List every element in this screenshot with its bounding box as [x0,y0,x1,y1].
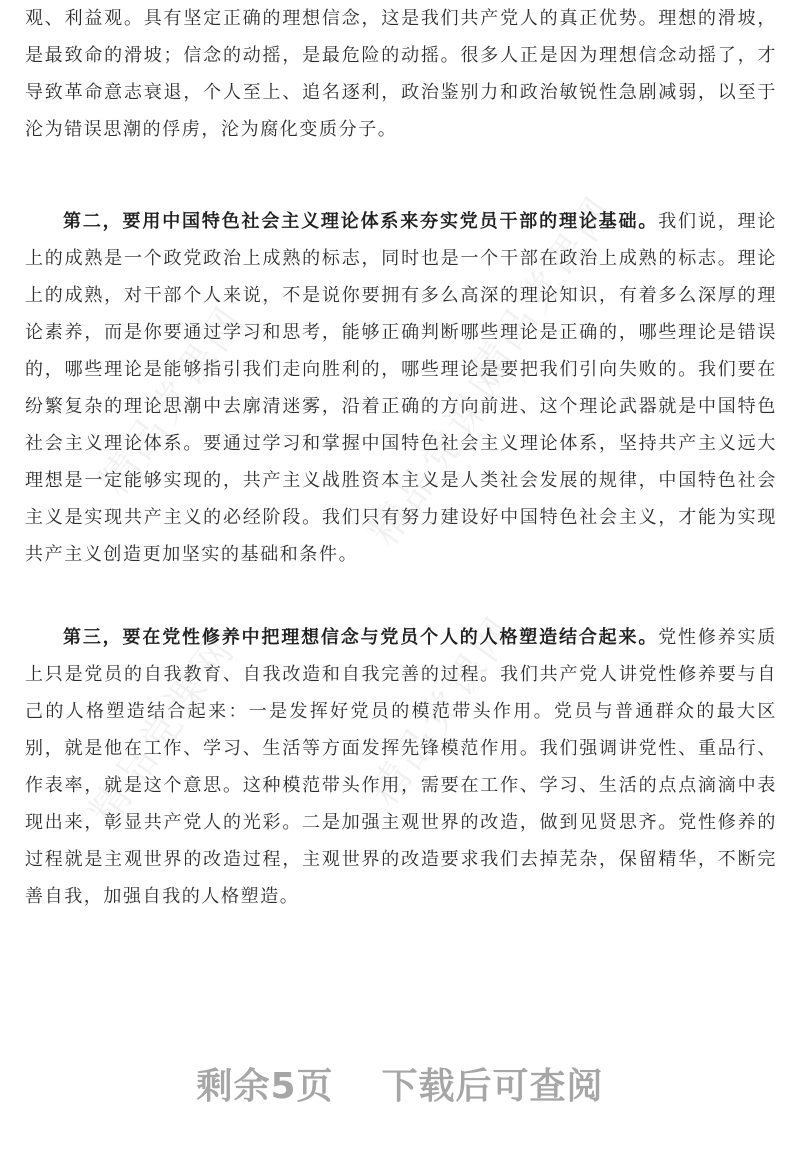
watermark: 精品党课网 [460,187,625,394]
paragraph-heading: 第二，要用中国特色社会主义理论体系来夯实党员干部的理论基础。 [63,211,659,232]
watermark: 精品党课网 [80,627,245,834]
watermark: 精品党课网 [90,297,255,504]
watermark: 精品党课网 [360,607,525,814]
paragraph-continuation [25,0,777,148]
paragraph-text: 党性修养实质上只是党员的自我教育、自我改造和自我完善的过程。我们共产党人讲党性修养要与自己的人格塑造结合起来：一是发挥好党员的模范带头作用。党员与普通群众的最大区别，就是他在工作、学习、生活等方面发挥先锋模范作用。我们强调讲党性、重品行、作表率，就是这个意思。这种模范带头作用，需要在工作、学习、生活的点点滴滴中表现出来，彰显共产党人的光彩。二是加强主观世界的改造，做到见贤思齐。党性修养的过程就是主观世界的改造过程，主观世界的改造要求我们去掉芜杂，保留精华，不断完善自我，加强自我的人格塑造。 [25,627,778,907]
watermark: 精品党课网 [360,347,525,554]
remaining-pages-label: 剩余5页 [196,1066,334,1107]
paragraph-point-three [25,619,777,915]
paragraph-heading: 第三，要在党性修养中把理想信念与党员个人的人格塑造结合起来。 [63,627,659,648]
paragraph-text: 我们说，理论上的成熟是一个政党政治上成熟的标志，同时也是一个干部在政治上成熟的标志。理论上的成熟，对干部个人来说，不是说你要拥有多么高深的理论知识，有着多么深厚的理论素养，而是你要通过学习和思考，能够正确判断哪些理论是正确的，哪些理论是错误的，哪些理论是能够指引我们走向胜利的，哪些理论是要把我们引向失败的。我们要在纷繁复杂的理论思潮中去廓清迷雾，沿着正确的方向前进、这个理论武器就是中国特色社会主义理论体系。要通过学习和掌握中国特色社会主义理论体系，坚持共产主义远大理想是一定能够实现的，共产主义战胜资本主义是人类社会发展的规律，中国特色社会主义是实现共产主义的必经阶段。我们只有努力建设好中国特色社会主义，才能为实现共产主义创造更加坚实的基础和条件。 [25,211,778,565]
download-prompt[interactable] [0,1058,800,1109]
download-hint-label: 下载后可查阅 [381,1066,604,1107]
paragraph-point-two [25,203,777,573]
paragraph-text: 观、利益观。具有坚定正确的理想信念，这是我们共产党人的真正优势。理想的滑坡，是最致命的滑坡；信念的动摇，是最危险的动摇。很多人正是因为理想信念动摇了，才导致革命意志衰退，个人至上、追名逐利，政治鉴别力和政治敏锐性急剧减弱，以至于沦为错误思潮的俘虏，沦为腐化变质分子。 [25,8,777,140]
